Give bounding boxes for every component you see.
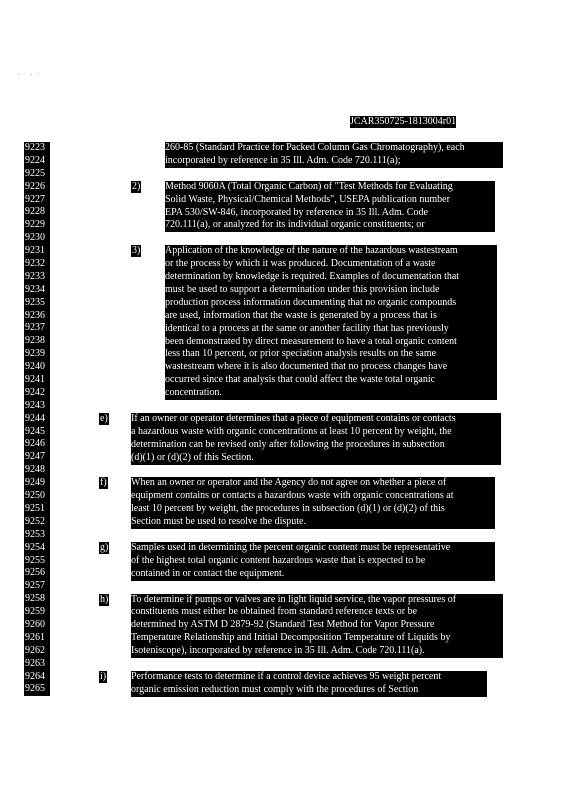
paragraph-block [131, 413, 501, 465]
line-number: 9253 [24, 529, 50, 542]
text-line: of the highest total organic content hazardous waste that is expected to be [131, 554, 426, 566]
line-number-column [24, 142, 50, 696]
line-number: 9236 [24, 310, 50, 323]
line-number: 9237 [24, 322, 50, 335]
text-line: occurred since that analysis that could affect the waste total organic [165, 374, 436, 386]
subsection-marker: 3) [132, 245, 141, 257]
line-number: 9245 [24, 426, 50, 439]
text-line: concentration. [165, 387, 222, 399]
text-line: least 10 percent by weight, the procedures in subsection (d)(1) or (d)(2) of this [131, 503, 445, 515]
line-number: 9224 [24, 155, 50, 168]
text-line: less than 10 percent, or prior speciation analysis results on the same [165, 348, 437, 360]
line-number: 9230 [24, 232, 50, 245]
text-line: contained in or contact the equipment. [131, 567, 285, 579]
line-number: 9264 [24, 671, 50, 684]
text-line: Temperature Relationship and Initial Decomposition Temperature of Liquids by [131, 632, 451, 644]
line-number: 9242 [24, 387, 50, 400]
text-line: If an owner or operator determines that a piece of equipment contains or contacts [131, 412, 456, 424]
text-line: When an owner or operator and the Agency do not agree on whether a piece of [131, 477, 447, 489]
line-number: 9255 [24, 555, 50, 568]
line-number: 9262 [24, 645, 50, 658]
line-number: 9261 [24, 632, 50, 645]
line-number: 9260 [24, 619, 50, 632]
text-line: Solid Waste, Physical/Chemical Methods", USEPA publication number [165, 193, 450, 205]
line-number: 9228 [24, 206, 50, 219]
text-line: Performance tests to determine if a control device achieves 95 weight percent [131, 670, 442, 682]
text-line: are used, information that the waste is generated by a process that is [165, 309, 437, 321]
line-number: 9240 [24, 361, 50, 374]
text-line: 720.111(a), or analyzed for its individual organic constituents; or [165, 219, 425, 231]
text-line: Samples used in determining the percent organic content must be representative [131, 541, 451, 553]
text-line: (d)(1) or (d)(2) of this Section. [131, 451, 254, 463]
text-line: Section must be used to resolve the dispute. [131, 516, 306, 528]
text-line: organic emission reduction must comply with the procedures of Section [131, 683, 419, 695]
text-line: identical to a process at the same or another facility that has previously [165, 322, 449, 334]
text-line: a hazardous waste with organic concentrations at least 10 percent by weight, the [131, 425, 452, 437]
text-line: EPA 530/SW-846, incorporated by reference in 35 Ill. Adm. Code [165, 206, 428, 218]
text-line: Application of the knowledge of the nature of the hazardous wastestream [165, 245, 458, 257]
line-number: 9249 [24, 477, 50, 490]
line-number: 9231 [24, 245, 50, 258]
paragraph-block [165, 181, 495, 233]
text-line: determined by ASTM D 2879-92 (Standard Test Method for Vapor Pressure [131, 619, 435, 631]
paragraph-block [131, 542, 495, 581]
line-number: 9246 [24, 438, 50, 451]
text-line: been demonstrated by direct measurement to have a total organic content [165, 335, 457, 347]
subsection-marker: g) [100, 541, 109, 553]
text-line: determination can be revised only after following the procedures in subsection [131, 438, 445, 450]
line-number: 9252 [24, 516, 50, 529]
paragraph-block [165, 142, 503, 168]
subsection-marker: 2) [132, 180, 141, 192]
paragraph-block [131, 594, 503, 659]
line-number: 9248 [24, 464, 50, 477]
line-number: 9257 [24, 580, 50, 593]
paragraph-block [131, 671, 487, 697]
line-number: 9227 [24, 194, 50, 207]
line-number: 9265 [24, 683, 50, 696]
text-line: production process information documenting that no organic compounds [165, 296, 457, 308]
text-line: wastestream where it is also documented that no process changes have [165, 361, 448, 373]
subsection-marker: h) [100, 593, 109, 605]
line-number: 9234 [24, 284, 50, 297]
line-number: 9233 [24, 271, 50, 284]
text-line: must be used to support a determination under this provision include [165, 283, 440, 295]
line-number: 9247 [24, 451, 50, 464]
line-number: 9229 [24, 219, 50, 232]
line-number: 9241 [24, 374, 50, 387]
text-line: determination by knowledge is required. Examples of documentation that [165, 271, 460, 282]
text-line: To determine if pumps or valves are in light liquid service, the vapor pressures of [131, 593, 457, 605]
line-number: 9254 [24, 542, 50, 555]
text-line: or the process by which it was produced. Documentation of a waste [165, 258, 436, 270]
text-line: Method 9060A (Total Organic Carbon) of "Test Methods for Evaluating [165, 180, 453, 192]
text-line: equipment contains or contacts a hazardous waste with organic concentrations at [131, 490, 454, 502]
line-number: 9239 [24, 348, 50, 361]
line-number: 9258 [24, 593, 50, 606]
line-number: 9235 [24, 297, 50, 310]
line-number: 9263 [24, 658, 50, 671]
line-number: 9232 [24, 258, 50, 271]
paragraph-block [131, 477, 495, 529]
scan-specks: · · · [18, 72, 39, 78]
line-number: 9225 [24, 168, 50, 181]
line-number: 9256 [24, 567, 50, 580]
document-code-header: JCAR350725-1813004r01 [350, 116, 457, 127]
line-number: 9250 [24, 490, 50, 503]
line-number: 9223 [24, 142, 50, 155]
line-number: 9244 [24, 413, 50, 426]
subsection-marker: i) [100, 670, 107, 682]
text-line: incorporated by reference in 35 Ill. Adm. Code 720.111(a); [165, 154, 401, 166]
subsection-marker: e) [100, 412, 108, 424]
paragraph-block [165, 245, 497, 400]
text-line: constituents must either be obtained from standard reference texts or be [131, 606, 418, 618]
text-line: 260-85 (Standard Practice for Packed Column Gas Chromatography), each [165, 142, 465, 153]
line-number: 9259 [24, 606, 50, 619]
line-number: 9226 [24, 181, 50, 194]
text-line: Isoteniscope), incorporated by reference in 35 Ill. Adm. Code 720.111(a). [131, 645, 425, 657]
subsection-marker: f) [100, 477, 107, 489]
line-number: 9243 [24, 400, 50, 413]
line-number: 9238 [24, 335, 50, 348]
line-number: 9251 [24, 503, 50, 516]
